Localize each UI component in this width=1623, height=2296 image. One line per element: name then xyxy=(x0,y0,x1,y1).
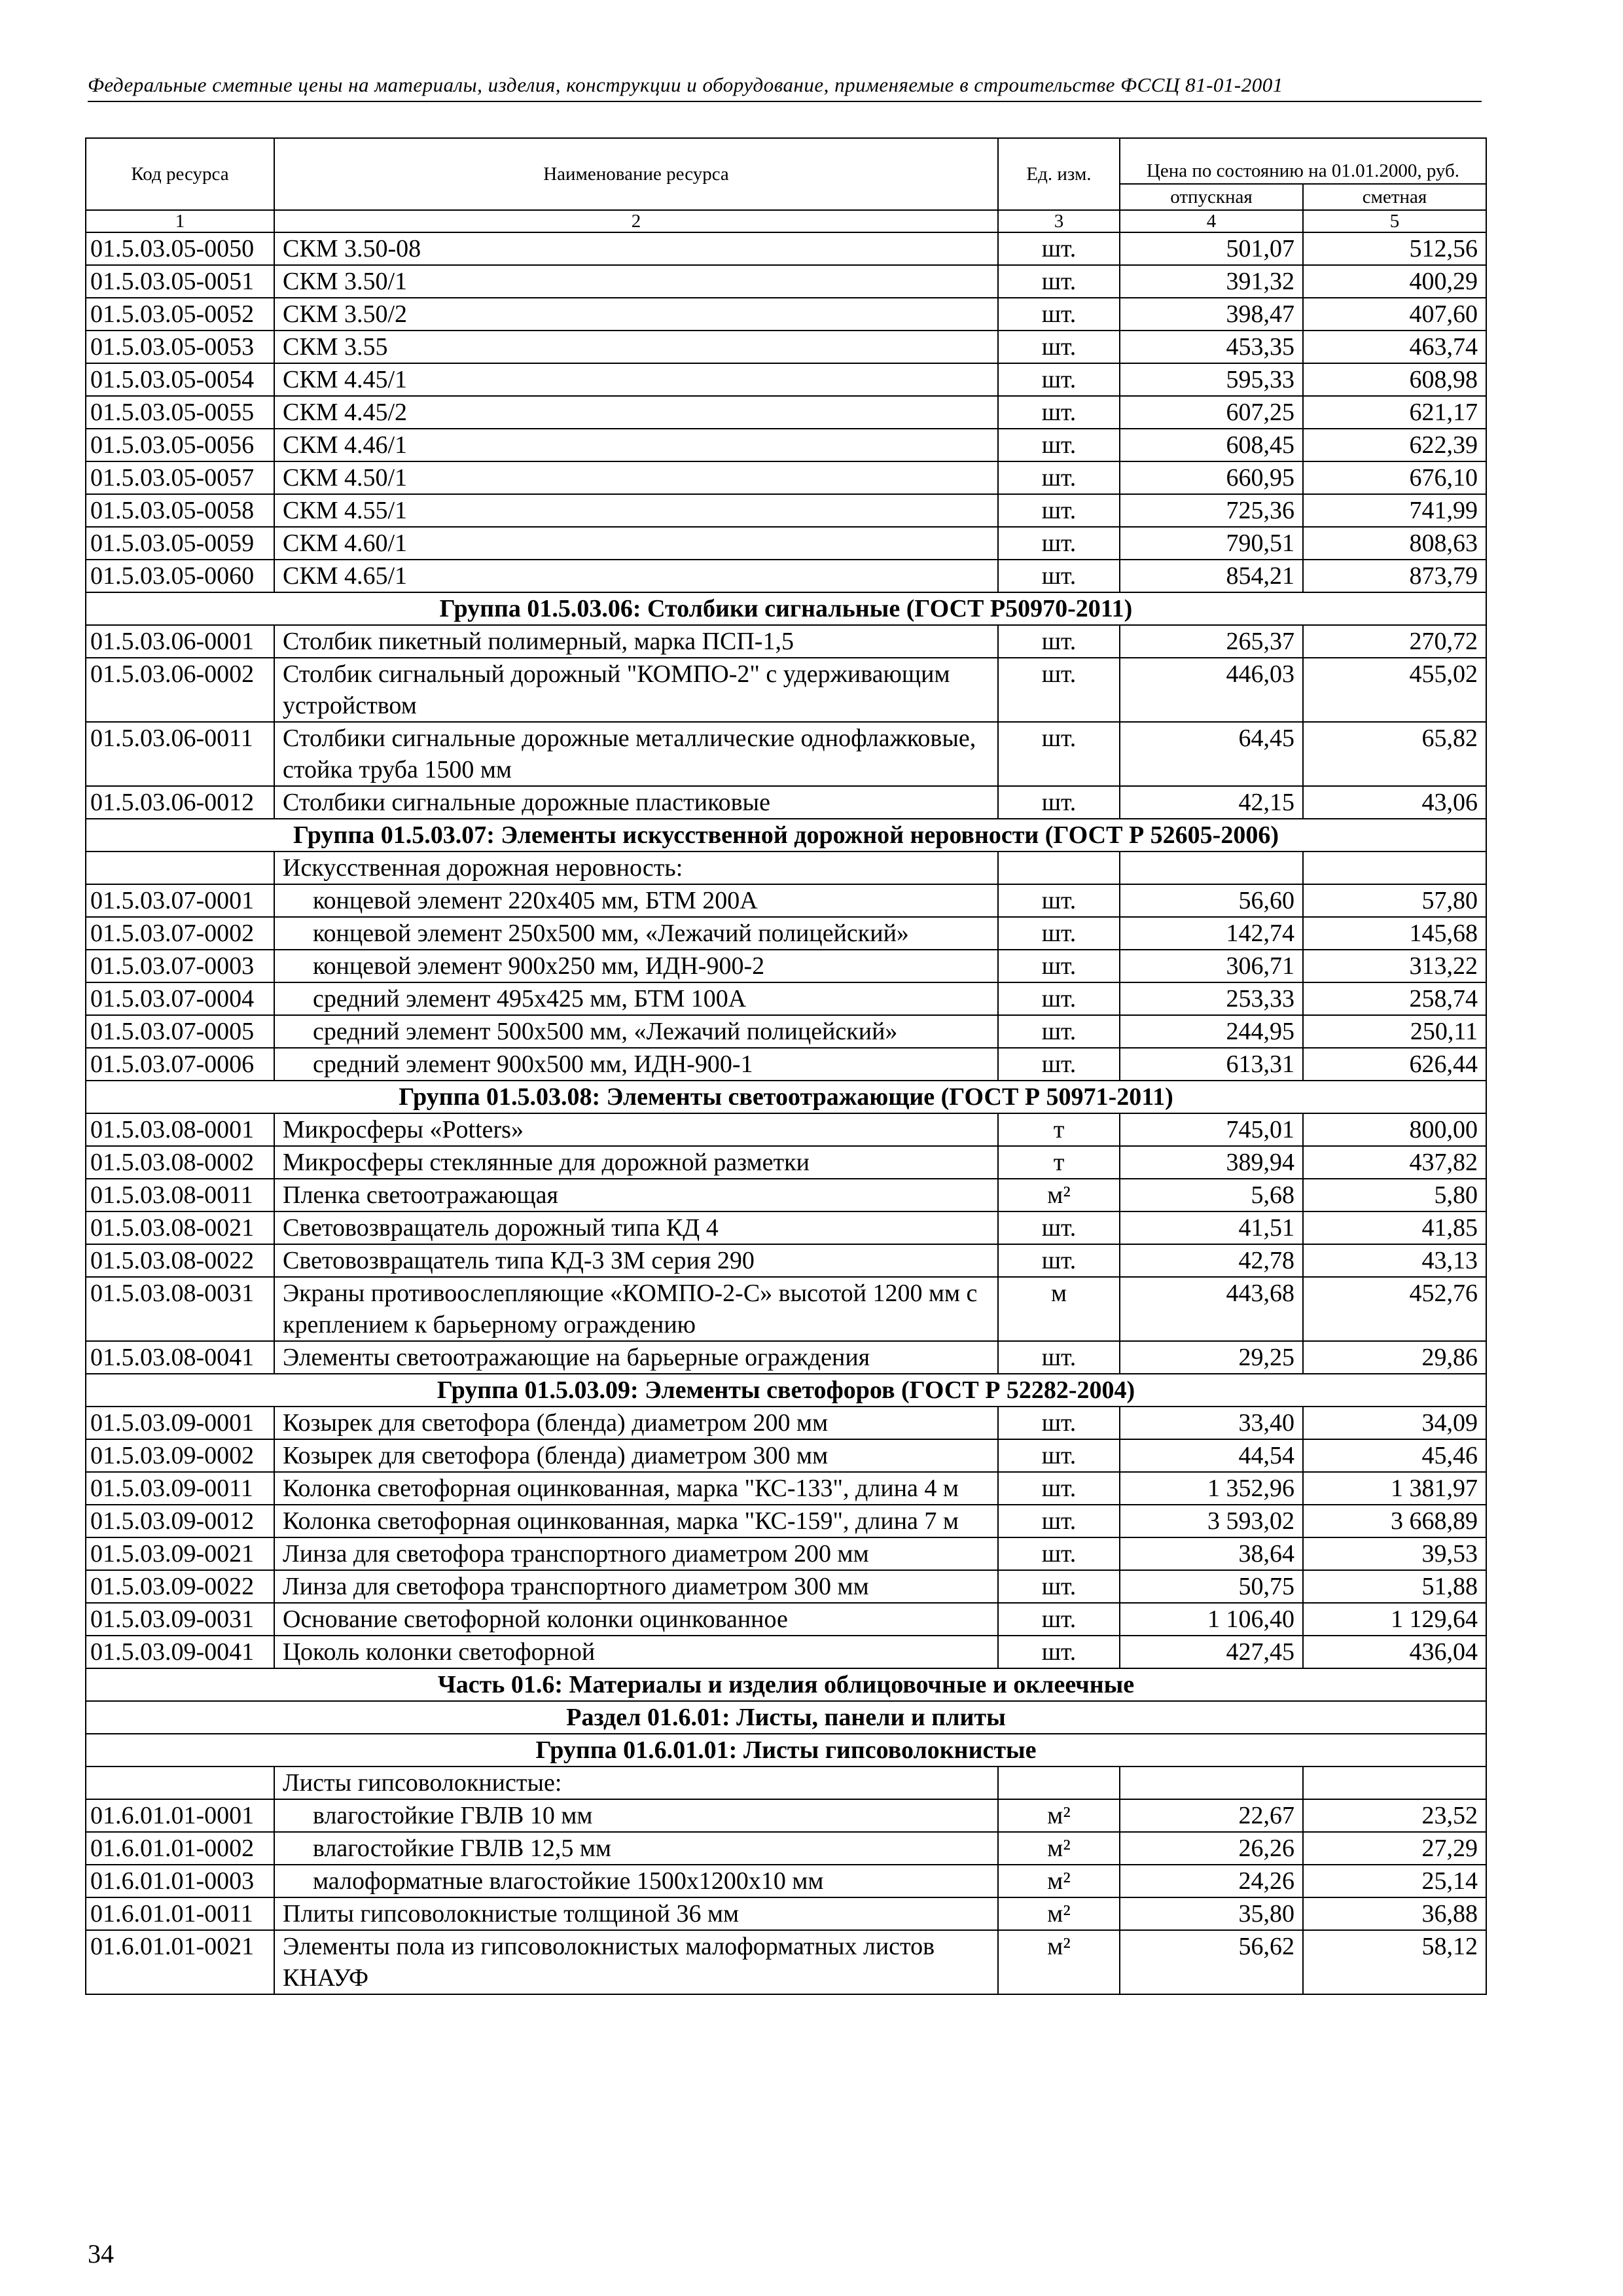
unit-cell: шт. xyxy=(998,232,1120,265)
table-row xyxy=(86,1832,1486,1865)
resource-code: 01.5.03.06-0011 xyxy=(86,722,274,786)
unit-cell: м² xyxy=(998,1930,1120,1994)
resource-code: 01.6.01.01-0002 xyxy=(86,1832,274,1865)
table-row xyxy=(86,658,1486,722)
wholesale-price: 29,25 xyxy=(1120,1341,1303,1374)
estimate-price: 800,00 xyxy=(1303,1113,1486,1146)
estimate-price: 437,82 xyxy=(1303,1146,1486,1179)
resource-code: 01.6.01.01-0021 xyxy=(86,1930,274,1994)
resource-code: 01.6.01.01-0011 xyxy=(86,1897,274,1930)
wholesale-price: 398,47 xyxy=(1120,298,1303,331)
unit-cell: м xyxy=(998,1277,1120,1341)
resource-code: 01.5.03.09-0012 xyxy=(86,1505,274,1537)
wholesale-price: 427,45 xyxy=(1120,1636,1303,1668)
estimate-price: 5,80 xyxy=(1303,1179,1486,1211)
unit-cell: шт. xyxy=(998,786,1120,819)
wholesale-price: 608,45 xyxy=(1120,429,1303,461)
table-row xyxy=(86,1146,1486,1179)
resource-name: Микросферы стеклянные для дорожной разметки xyxy=(274,1146,998,1179)
resource-name: СКМ 4.60/1 xyxy=(274,527,998,560)
price-table xyxy=(85,137,1487,1995)
resource-name: Колонка светофорная оцинкованная, марка "КС-159", длина 7 м xyxy=(274,1505,998,1537)
unit-cell: шт. xyxy=(998,884,1120,917)
resource-name: Козырек для светофора (бленда) диаметром 200 мм xyxy=(274,1407,998,1439)
empty-cell xyxy=(1303,1767,1486,1799)
resource-name: Столбики сигнальные дорожные металлические однофлажковые, стойка труба 1500 мм xyxy=(274,722,998,786)
wholesale-price: 725,36 xyxy=(1120,494,1303,527)
header-code: Код ресурса xyxy=(86,138,274,210)
wholesale-price: 306,71 xyxy=(1120,950,1303,982)
resource-code: 01.5.03.05-0057 xyxy=(86,461,274,494)
unit-cell: шт. xyxy=(998,265,1120,298)
unit-cell: шт. xyxy=(998,1015,1120,1048)
running-head: Федеральные сметные цены на материалы, изделия, конструкции и оборудование, применяемые в строительстве ФССЦ 81-01-2001 xyxy=(88,73,1482,102)
resource-code: 01.5.03.08-0011 xyxy=(86,1179,274,1211)
resource-code: 01.5.03.07-0004 xyxy=(86,982,274,1015)
resource-code: 01.5.03.09-0002 xyxy=(86,1439,274,1472)
table-row xyxy=(86,1603,1486,1636)
resource-code: 01.5.03.09-0011 xyxy=(86,1472,274,1505)
table-row xyxy=(86,1048,1486,1081)
wholesale-price: 56,60 xyxy=(1120,884,1303,917)
wholesale-price: 38,64 xyxy=(1120,1537,1303,1570)
unit-cell: шт. xyxy=(998,1603,1120,1636)
estimate-price: 34,09 xyxy=(1303,1407,1486,1439)
resource-name: Козырек для светофора (бленда) диаметром 300 мм xyxy=(274,1439,998,1472)
resource-code: 01.5.03.08-0022 xyxy=(86,1244,274,1277)
wholesale-price: 26,26 xyxy=(1120,1832,1303,1865)
subheading: Искусственная дорожная неровность: xyxy=(274,852,998,884)
estimate-price: 1 381,97 xyxy=(1303,1472,1486,1505)
unit-cell: шт. xyxy=(998,298,1120,331)
estimate-price: 58,12 xyxy=(1303,1930,1486,1994)
resource-code: 01.5.03.09-0031 xyxy=(86,1603,274,1636)
wholesale-price: 42,78 xyxy=(1120,1244,1303,1277)
resource-code: 01.5.03.09-0022 xyxy=(86,1570,274,1603)
unit-cell: шт. xyxy=(998,494,1120,527)
table-row xyxy=(86,494,1486,527)
table-row xyxy=(86,1341,1486,1374)
header-name: Наименование ресурса xyxy=(274,138,998,210)
wholesale-price: 265,37 xyxy=(1120,625,1303,658)
resource-name: Микросферы «Potters» xyxy=(274,1113,998,1146)
resource-code: 01.5.03.08-0001 xyxy=(86,1113,274,1146)
wholesale-price: 1 106,40 xyxy=(1120,1603,1303,1636)
wholesale-price: 854,21 xyxy=(1120,560,1303,592)
wholesale-price: 391,32 xyxy=(1120,265,1303,298)
resource-name: СКМ 3.50/1 xyxy=(274,265,998,298)
resource-name: СКМ 4.45/2 xyxy=(274,396,998,429)
unit-cell: шт. xyxy=(998,429,1120,461)
resource-code: 01.5.03.09-0041 xyxy=(86,1636,274,1668)
estimate-price: 626,44 xyxy=(1303,1048,1486,1081)
estimate-price: 27,29 xyxy=(1303,1832,1486,1865)
empty-cell xyxy=(998,852,1120,884)
col-number: 1 xyxy=(86,210,274,232)
resource-code: 01.5.03.05-0051 xyxy=(86,265,274,298)
wholesale-price: 253,33 xyxy=(1120,982,1303,1015)
block-signal-posts xyxy=(86,625,1486,819)
resource-name: СКМ 4.46/1 xyxy=(274,429,998,461)
table-row xyxy=(86,1015,1486,1048)
table-row xyxy=(86,232,1486,265)
wholesale-price: 660,95 xyxy=(1120,461,1303,494)
unit-cell: шт. xyxy=(998,396,1120,429)
wholesale-price: 613,31 xyxy=(1120,1048,1303,1081)
col-number: 4 xyxy=(1120,210,1303,232)
unit-cell: м² xyxy=(998,1897,1120,1930)
col-number: 2 xyxy=(274,210,998,232)
col-number: 3 xyxy=(998,210,1120,232)
resource-name: влагостойкие ГВЛВ 12,5 мм xyxy=(274,1832,998,1865)
subheading: Листы гипсоволокнистые: xyxy=(274,1767,998,1799)
estimate-price: 45,46 xyxy=(1303,1439,1486,1472)
resource-code: 01.5.03.07-0001 xyxy=(86,884,274,917)
unit-cell: шт. xyxy=(998,917,1120,950)
table-row xyxy=(86,982,1486,1015)
block-traffic-lights xyxy=(86,1407,1486,1668)
unit-cell: шт. xyxy=(998,363,1120,396)
group-heading xyxy=(86,1374,1486,1407)
resource-code: 01.5.03.05-0054 xyxy=(86,363,274,396)
resource-name: Столбик пикетный полимерный, марка ПСП-1,5 xyxy=(274,625,998,658)
table-row xyxy=(86,429,1486,461)
header-price: Цена по состоянию на 01.01.2000, руб. xyxy=(1120,138,1486,184)
resource-code: 01.5.03.07-0002 xyxy=(86,917,274,950)
unit-cell: м² xyxy=(998,1865,1120,1897)
table-row xyxy=(86,722,1486,786)
unit-cell: шт. xyxy=(998,982,1120,1015)
resource-name: Линза для светофора транспортного диаметром 300 мм xyxy=(274,1570,998,1603)
unit-cell: м² xyxy=(998,1799,1120,1832)
unit-cell: шт. xyxy=(998,1048,1120,1081)
resource-name: СКМ 3.50-08 xyxy=(274,232,998,265)
wholesale-price: 1 352,96 xyxy=(1120,1472,1303,1505)
table-row xyxy=(86,1244,1486,1277)
empty-cell xyxy=(1120,852,1303,884)
estimate-price: 3 668,89 xyxy=(1303,1505,1486,1537)
estimate-price: 455,02 xyxy=(1303,658,1486,722)
resource-code: 01.5.03.07-0005 xyxy=(86,1015,274,1048)
group-title: Группа 01.5.03.07: Элементы искусственной дорожной неровности (ГОСТ Р 52605-2006) xyxy=(86,819,1486,852)
wholesale-price: 446,03 xyxy=(1120,658,1303,722)
table-row xyxy=(86,1407,1486,1439)
resource-code: 01.5.03.08-0031 xyxy=(86,1277,274,1341)
resource-code: 01.5.03.06-0012 xyxy=(86,786,274,819)
wholesale-price: 41,51 xyxy=(1120,1211,1303,1244)
table-row xyxy=(86,1570,1486,1603)
wholesale-price: 33,40 xyxy=(1120,1407,1303,1439)
table-row xyxy=(86,1113,1486,1146)
unit-cell: шт. xyxy=(998,1439,1120,1472)
wholesale-price: 453,35 xyxy=(1120,331,1303,363)
wholesale-price: 5,68 xyxy=(1120,1179,1303,1211)
wholesale-price: 24,26 xyxy=(1120,1865,1303,1897)
table-row xyxy=(86,1897,1486,1930)
unit-cell: м² xyxy=(998,1179,1120,1211)
resource-code: 01.5.03.05-0052 xyxy=(86,298,274,331)
block-gypsum-fiber xyxy=(86,1799,1486,1994)
wholesale-price: 142,74 xyxy=(1120,917,1303,950)
unit-cell: шт. xyxy=(998,1211,1120,1244)
unit-cell: шт. xyxy=(998,1570,1120,1603)
table-row xyxy=(86,1472,1486,1505)
resource-code: 01.5.03.08-0002 xyxy=(86,1146,274,1179)
empty-cell xyxy=(86,852,274,884)
estimate-price: 258,74 xyxy=(1303,982,1486,1015)
resource-name: Основание светофорной колонки оцинкованное xyxy=(274,1603,998,1636)
estimate-price: 250,11 xyxy=(1303,1015,1486,1048)
header-estimate: сметная xyxy=(1303,184,1486,210)
estimate-price: 51,88 xyxy=(1303,1570,1486,1603)
unit-cell: шт. xyxy=(998,527,1120,560)
resource-name: средний элемент 495х425 мм, БТМ 100А xyxy=(274,982,998,1015)
resource-name: Цоколь колонки светофорной xyxy=(274,1636,998,1668)
resource-code: 01.5.03.05-0059 xyxy=(86,527,274,560)
estimate-price: 873,79 xyxy=(1303,560,1486,592)
estimate-price: 741,99 xyxy=(1303,494,1486,527)
unit-cell: шт. xyxy=(998,658,1120,722)
group-title: Группа 01.5.03.08: Элементы светоотражающие (ГОСТ Р 50971-2011) xyxy=(86,1081,1486,1113)
table-row xyxy=(86,1179,1486,1211)
table-row xyxy=(86,1930,1486,1994)
estimate-price: 808,63 xyxy=(1303,527,1486,560)
resource-name: концевой элемент 220х405 мм, БТМ 200А xyxy=(274,884,998,917)
estimate-price: 622,39 xyxy=(1303,429,1486,461)
estimate-price: 512,56 xyxy=(1303,232,1486,265)
table-row xyxy=(86,265,1486,298)
wholesale-price: 35,80 xyxy=(1120,1897,1303,1930)
resource-code: 01.5.03.05-0058 xyxy=(86,494,274,527)
estimate-price: 25,14 xyxy=(1303,1865,1486,1897)
resource-name: СКМ 4.50/1 xyxy=(274,461,998,494)
wholesale-price: 790,51 xyxy=(1120,527,1303,560)
unit-cell: м² xyxy=(998,1832,1120,1865)
table-row xyxy=(86,625,1486,658)
resource-code: 01.5.03.07-0003 xyxy=(86,950,274,982)
unit-cell: шт. xyxy=(998,1244,1120,1277)
empty-cell xyxy=(1303,852,1486,884)
resource-name: СКМ 4.65/1 xyxy=(274,560,998,592)
estimate-price: 43,06 xyxy=(1303,786,1486,819)
resource-name: Плиты гипсоволокнистые толщиной 36 мм xyxy=(274,1897,998,1930)
group-title: Группа 01.5.03.09: Элементы светофоров (ГОСТ Р 52282-2004) xyxy=(86,1374,1486,1407)
resource-code: 01.5.03.05-0060 xyxy=(86,560,274,592)
resource-code: 01.5.03.08-0041 xyxy=(86,1341,274,1374)
resource-code: 01.6.01.01-0003 xyxy=(86,1865,274,1897)
wholesale-price: 745,01 xyxy=(1120,1113,1303,1146)
estimate-price: 676,10 xyxy=(1303,461,1486,494)
estimate-price: 407,60 xyxy=(1303,298,1486,331)
estimate-price: 452,76 xyxy=(1303,1277,1486,1341)
resource-name: концевой элемент 250х500 мм, «Лежачий полицейский» xyxy=(274,917,998,950)
unit-cell: шт. xyxy=(998,1341,1120,1374)
resource-code: 01.5.03.05-0053 xyxy=(86,331,274,363)
block-speed-bumps xyxy=(86,884,1486,1081)
resource-name: Линза для светофора транспортного диаметром 200 мм xyxy=(274,1537,998,1570)
estimate-price: 29,86 xyxy=(1303,1341,1486,1374)
unit-cell: шт. xyxy=(998,560,1120,592)
estimate-price: 463,74 xyxy=(1303,331,1486,363)
empty-cell xyxy=(998,1767,1120,1799)
header-wholesale: отпускная xyxy=(1120,184,1303,210)
unit-cell: шт. xyxy=(998,1636,1120,1668)
table-row xyxy=(86,1277,1486,1341)
table-row xyxy=(86,527,1486,560)
table-row xyxy=(86,331,1486,363)
table-row xyxy=(86,396,1486,429)
resource-name: СКМ 3.55 xyxy=(274,331,998,363)
unit-cell: шт. xyxy=(998,1407,1120,1439)
estimate-price: 36,88 xyxy=(1303,1897,1486,1930)
estimate-price: 43,13 xyxy=(1303,1244,1486,1277)
section-title: Раздел 01.6.01: Листы, панели и плиты xyxy=(86,1701,1486,1734)
resource-code: 01.5.03.05-0056 xyxy=(86,429,274,461)
table-row xyxy=(86,1537,1486,1570)
unit-cell: шт. xyxy=(998,1537,1120,1570)
table-row xyxy=(86,1505,1486,1537)
table-row xyxy=(86,950,1486,982)
unit-cell: шт. xyxy=(998,625,1120,658)
resource-code: 01.5.03.08-0021 xyxy=(86,1211,274,1244)
resource-name: Пленка светоотражающая xyxy=(274,1179,998,1211)
wholesale-price: 50,75 xyxy=(1120,1570,1303,1603)
table-row xyxy=(86,884,1486,917)
table-row xyxy=(86,298,1486,331)
table-row xyxy=(86,1799,1486,1832)
group-title: Группа 01.5.03.06: Столбики сигнальные (ГОСТ Р50970-2011) xyxy=(86,592,1486,625)
group-heading xyxy=(86,1081,1486,1113)
resource-code: 01.5.03.05-0050 xyxy=(86,232,274,265)
unit-cell: шт. xyxy=(998,461,1120,494)
resource-code: 01.5.03.09-0001 xyxy=(86,1407,274,1439)
estimate-price: 621,17 xyxy=(1303,396,1486,429)
resource-name: Элементы пола из гипсоволокнистых малоформатных листов КНАУФ xyxy=(274,1930,998,1994)
estimate-price: 436,04 xyxy=(1303,1636,1486,1668)
wholesale-price: 443,68 xyxy=(1120,1277,1303,1341)
table-row xyxy=(86,1865,1486,1897)
block-skm xyxy=(86,232,1486,592)
unit-cell: т xyxy=(998,1113,1120,1146)
resource-name: Элементы светоотражающие на барьерные ограждения xyxy=(274,1341,998,1374)
empty-cell xyxy=(1120,1767,1303,1799)
part-title: Часть 01.6: Материалы и изделия облицовочные и оклеечные xyxy=(86,1668,1486,1701)
table-row xyxy=(86,363,1486,396)
table-row xyxy=(86,917,1486,950)
header-unit: Ед. изм. xyxy=(998,138,1120,210)
table-row xyxy=(86,1636,1486,1668)
resource-name: средний элемент 900х500 мм, ИДН-900-1 xyxy=(274,1048,998,1081)
wholesale-price: 56,62 xyxy=(1120,1930,1303,1994)
table-row xyxy=(86,560,1486,592)
group-heading xyxy=(86,819,1486,884)
estimate-price: 39,53 xyxy=(1303,1537,1486,1570)
resource-code: 01.6.01.01-0001 xyxy=(86,1799,274,1832)
resource-code: 01.5.03.06-0002 xyxy=(86,658,274,722)
estimate-price: 41,85 xyxy=(1303,1211,1486,1244)
estimate-price: 313,22 xyxy=(1303,950,1486,982)
estimate-price: 65,82 xyxy=(1303,722,1486,786)
estimate-price: 270,72 xyxy=(1303,625,1486,658)
wholesale-price: 389,94 xyxy=(1120,1146,1303,1179)
resource-name: средний элемент 500х500 мм, «Лежачий полицейский» xyxy=(274,1015,998,1048)
block-reflective xyxy=(86,1113,1486,1374)
table-row xyxy=(86,1211,1486,1244)
part-heading xyxy=(86,1668,1486,1799)
wholesale-price: 3 593,02 xyxy=(1120,1505,1303,1537)
resource-name: Световозвращатель типа КД-3 ЗМ серия 290 xyxy=(274,1244,998,1277)
unit-cell: шт. xyxy=(998,722,1120,786)
table-row xyxy=(86,1439,1486,1472)
page-number: 34 xyxy=(88,2239,114,2269)
resource-name: СКМ 4.45/1 xyxy=(274,363,998,396)
wholesale-price: 22,67 xyxy=(1120,1799,1303,1832)
group-heading xyxy=(86,592,1486,625)
wholesale-price: 44,54 xyxy=(1120,1439,1303,1472)
unit-cell: шт. xyxy=(998,950,1120,982)
unit-cell: шт. xyxy=(998,1505,1120,1537)
resource-name: Колонка светофорная оцинкованная, марка "КС-133", длина 4 м xyxy=(274,1472,998,1505)
resource-name: СКМ 3.50/2 xyxy=(274,298,998,331)
resource-code: 01.5.03.06-0001 xyxy=(86,625,274,658)
empty-cell xyxy=(86,1767,274,1799)
col-number: 5 xyxy=(1303,210,1486,232)
estimate-price: 400,29 xyxy=(1303,265,1486,298)
unit-cell: шт. xyxy=(998,1472,1120,1505)
wholesale-price: 595,33 xyxy=(1120,363,1303,396)
resource-name: Экраны противоослепляющие «КОМПО-2-С» высотой 1200 мм с креплением к барьерному ограждению xyxy=(274,1277,998,1341)
resource-name: Столбики сигнальные дорожные пластиковые xyxy=(274,786,998,819)
group-title: Группа 01.6.01.01: Листы гипсоволокнистые xyxy=(86,1734,1486,1767)
wholesale-price: 501,07 xyxy=(1120,232,1303,265)
wholesale-price: 244,95 xyxy=(1120,1015,1303,1048)
unit-cell: шт. xyxy=(998,331,1120,363)
resource-name: СКМ 4.55/1 xyxy=(274,494,998,527)
table-row xyxy=(86,461,1486,494)
resource-name: Столбик сигнальный дорожный "КОМПО-2" с удерживающим устройством xyxy=(274,658,998,722)
estimate-price: 145,68 xyxy=(1303,917,1486,950)
resource-code: 01.5.03.09-0021 xyxy=(86,1537,274,1570)
estimate-price: 1 129,64 xyxy=(1303,1603,1486,1636)
wholesale-price: 607,25 xyxy=(1120,396,1303,429)
resource-name: концевой элемент 900х250 мм, ИДН-900-2 xyxy=(274,950,998,982)
estimate-price: 23,52 xyxy=(1303,1799,1486,1832)
resource-name: малоформатные влагостойкие 1500х1200х10 мм xyxy=(274,1865,998,1897)
table-row xyxy=(86,786,1486,819)
resource-code: 01.5.03.07-0006 xyxy=(86,1048,274,1081)
estimate-price: 608,98 xyxy=(1303,363,1486,396)
resource-name: Световозвращатель дорожный типа КД 4 xyxy=(274,1211,998,1244)
resource-code: 01.5.03.05-0055 xyxy=(86,396,274,429)
wholesale-price: 42,15 xyxy=(1120,786,1303,819)
wholesale-price: 64,45 xyxy=(1120,722,1303,786)
estimate-price: 57,80 xyxy=(1303,884,1486,917)
resource-name: влагостойкие ГВЛВ 10 мм xyxy=(274,1799,998,1832)
unit-cell: т xyxy=(998,1146,1120,1179)
